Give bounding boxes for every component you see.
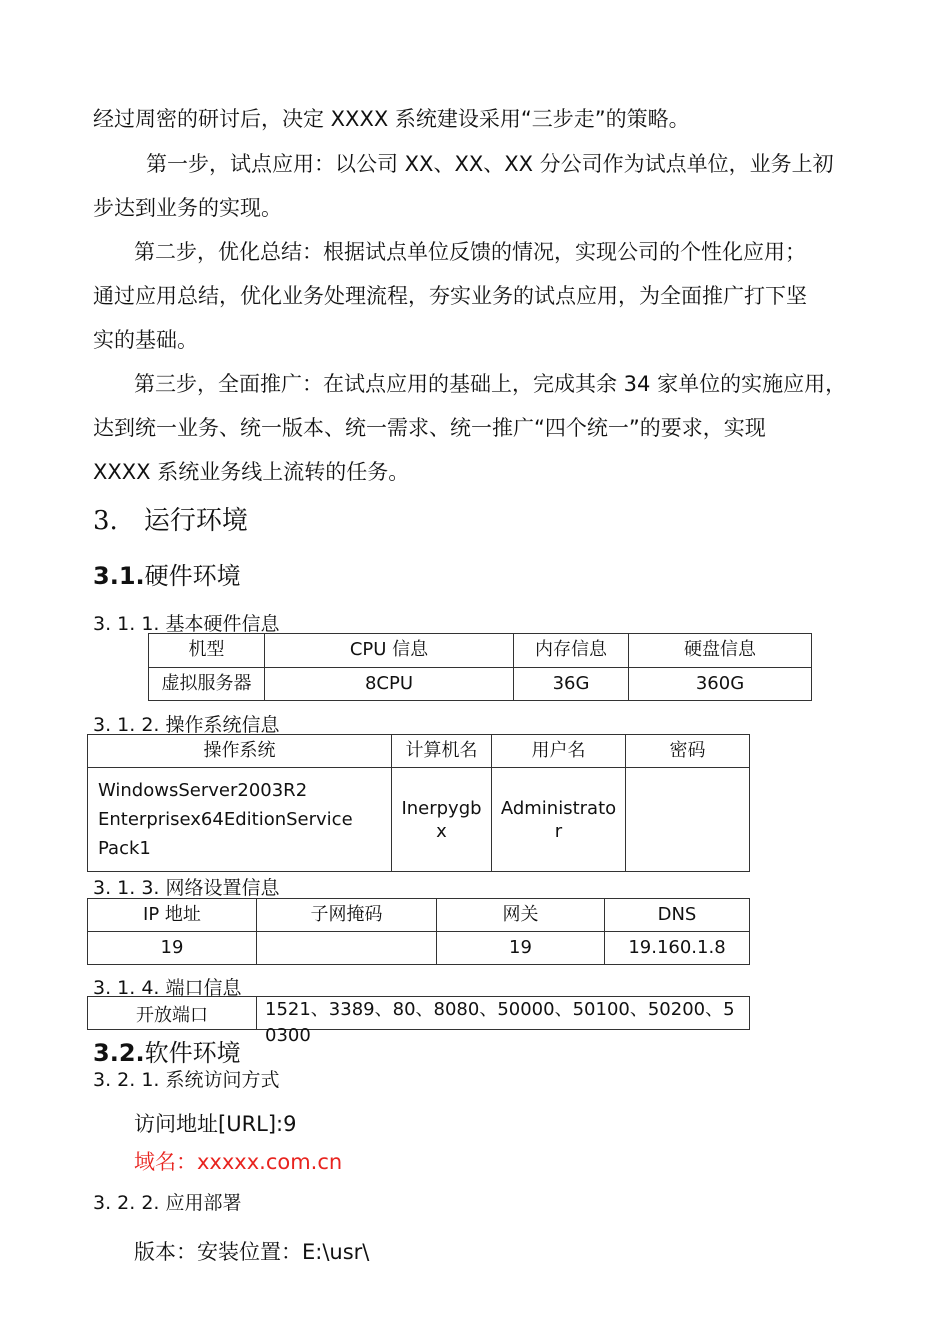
heading-section-3-1-4: 3. 1. 4. 端口信息 xyxy=(93,977,242,999)
table-cell: 19.160.1.8 xyxy=(605,932,750,965)
table-header: 内存信息 xyxy=(514,634,629,668)
network-table xyxy=(87,898,750,965)
paragraph-step1-line1: 第一步，试点应用：以公司 XX、XX、XX 分公司作为试点单位，业务上初 xyxy=(146,152,834,176)
table-cell-os-name: WindowsServer2003R2 Enterprisex64EditionService Pack1 xyxy=(88,768,392,872)
heading-section-3-1-3: 3. 1. 3. 网络设置信息 xyxy=(93,877,280,899)
table-cell: 19 xyxy=(88,932,257,965)
table-header: 操作系统 xyxy=(88,735,392,768)
deploy-version: 版本：安装位置：E:\usr\ xyxy=(134,1240,370,1264)
table-cell: 19 xyxy=(437,932,605,965)
heading-section-3 xyxy=(93,500,248,537)
table-cell: 360G xyxy=(629,668,812,701)
table-cell: 虚拟服务器 xyxy=(149,668,265,701)
table-header: CPU 信息 xyxy=(265,634,514,668)
os-table xyxy=(87,734,750,872)
table-cell-password xyxy=(626,768,750,872)
table-header: DNS xyxy=(605,899,750,932)
paragraph-step2-line2: 通过应用总结，优化业务处理流程，夯实业务的试点应用，为全面推广打下坚 xyxy=(93,284,807,308)
table-cell-ports-wrapper xyxy=(257,997,750,1046)
table-cell-username: Administrator xyxy=(492,768,626,872)
table-cell: 8CPU xyxy=(265,668,514,701)
heading-title: 硬件环境 xyxy=(144,562,241,590)
paragraph-step3-line1: 第三步，全面推广：在试点应用的基础上，完成其余 34 家单位的实施应用， xyxy=(134,372,847,396)
table-cell xyxy=(257,932,437,965)
table-header: 网关 xyxy=(437,899,605,932)
heading-section-3-2-1: 3. 2. 1. 系统访问方式 xyxy=(93,1069,280,1091)
heading-section-3-1-1: 3. 1. 1. 基本硬件信息 xyxy=(93,613,280,635)
table-header: 子网掩码 xyxy=(257,899,437,932)
paragraph-step2-line1: 第二步，优化总结：根据试点单位反馈的情况，实现公司的个性化应用； xyxy=(134,240,806,264)
table-cell-computer-name: Inerpygbx xyxy=(392,768,492,872)
heading-number: 3.1. xyxy=(93,562,145,590)
access-url: 访问地址[URL]:9 xyxy=(134,1112,297,1136)
paragraph-step2-line3: 实的基础。 xyxy=(93,328,198,352)
heading-section-3-2 xyxy=(93,1033,241,1068)
table-header: 密码 xyxy=(626,735,750,768)
hardware-table xyxy=(148,633,812,701)
ports-table xyxy=(87,996,750,1046)
table-header: 硬盘信息 xyxy=(629,634,812,668)
table-cell-ports: 1521、3389、80、8080、50000、50100、50200、50300 xyxy=(265,999,735,1046)
paragraph-step3-line2: 达到统一业务、统一版本、统一需求、统一推广“四个统一”的要求，实现 xyxy=(93,416,766,440)
paragraph-step1-line2: 步达到业务的实现。 xyxy=(93,196,282,220)
table-header: IP 地址 xyxy=(88,899,257,932)
heading-section-3-2-2: 3. 2. 2. 应用部署 xyxy=(93,1192,242,1214)
heading-title: 软件环境 xyxy=(144,1039,241,1067)
paragraph-step3-line3: XXXX 系统业务线上流转的任务。 xyxy=(93,460,410,484)
heading-section-3-1-2: 3. 1. 2. 操作系统信息 xyxy=(93,714,280,736)
access-domain: 域名：xxxxx.com.cn xyxy=(134,1150,343,1174)
table-header: 计算机名 xyxy=(392,735,492,768)
heading-number: 3.2. xyxy=(93,1039,145,1067)
heading-section-3-1 xyxy=(93,556,241,591)
table-header: 机型 xyxy=(149,634,265,668)
table-cell: 36G xyxy=(514,668,629,701)
paragraph-strategy: 经过周密的研讨后，决定 XXXX 系统建设采用“三步走”的策略。 xyxy=(93,107,690,131)
table-header: 用户名 xyxy=(492,735,626,768)
heading-title: 运行环境 xyxy=(143,506,248,536)
heading-number: 3. xyxy=(93,506,118,536)
table-cell-label: 开放端口 xyxy=(88,997,257,1030)
